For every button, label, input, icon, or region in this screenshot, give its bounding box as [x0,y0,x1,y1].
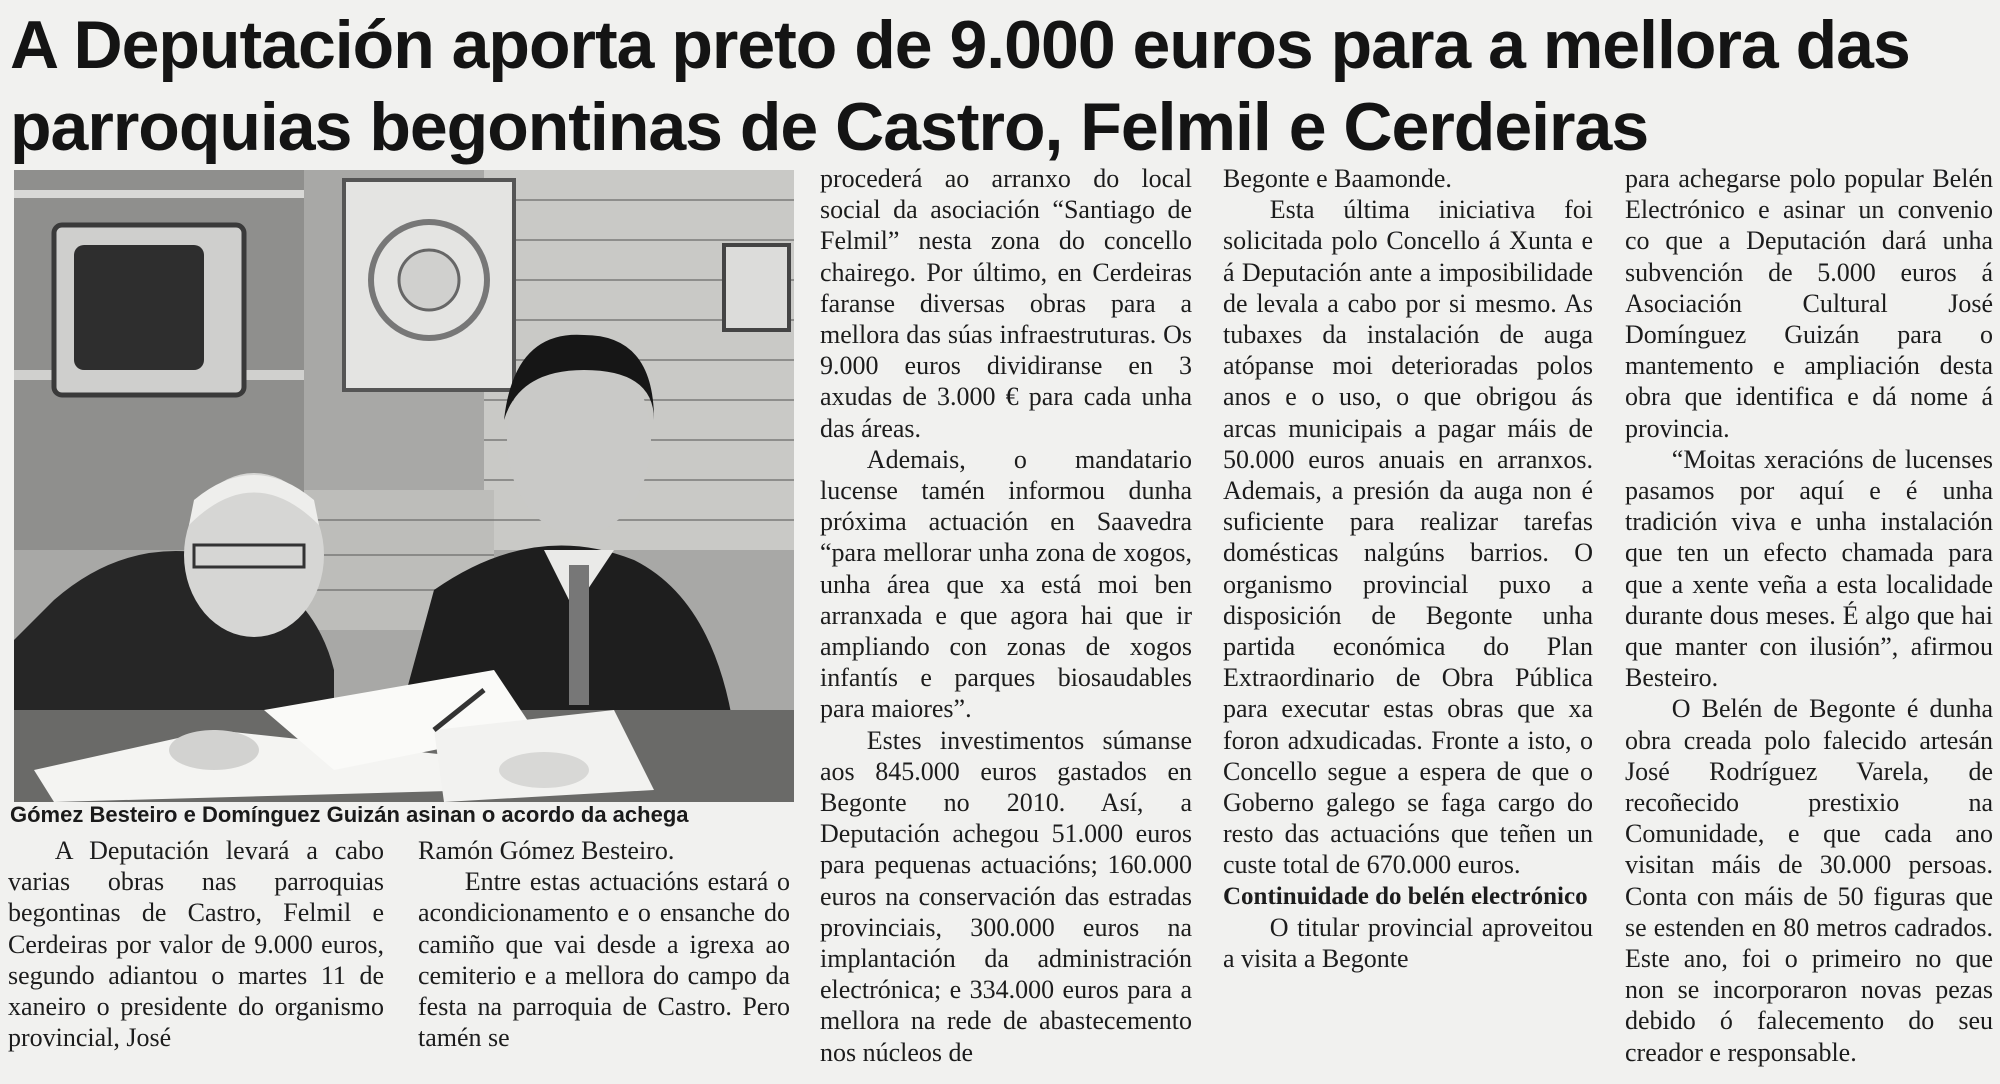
column-4 [1223,163,1593,974]
column-2-paragraph-1: Ramón Gómez Besteiro. [418,836,675,865]
column-3-paragraph-3: Estes investimentos súmanse aos 845.000 euros gastados en Begonte no 2010. Así, a Deputación achegou 51.000 euros para pequenas actuacións; 160.000 euros na conservación das estradas provinciais, 300.000 euros na implantación da administración electrónica; e 334.000 euros para a mellora na rede de abastecemento nos núcleos de [820,725,1192,1067]
column-5 [1625,163,1993,1068]
column-4-paragraph-2: Esta última iniciativa foi solicitada polo Concello á Xunta e á Deputación ante a imposibilidade de levala a cabo por si mesmo. As tubaxes da instalación de auga atópanse moi deterioradas polos anos e o uso, o que obrigou ás arcas municipais a pagar máis de 50.000 euros anuais en arranxos. Ademais, a presión da auga non é suficiente para realizar tarefas domésticas nalgúns barrios. O organismo provincial puxo a disposición de Begonte unha partida económica do Plan Extraordinario de Obra Pública para executar estas obras que xa foron adxudicadas. Fronte a isto, o Concello segue a espera de que o Goberno galego se faga cargo do resto das actuacións que teñen un custe total de 670.000 euros. [1223,195,1593,880]
article-photo [14,170,794,802]
column-4-paragraph-3: O titular provincial aproveitou a visita a Begonte [1223,912,1593,973]
article-headline [10,4,1990,168]
column-4-paragraph-1: Begonte e Baamonde. [1223,164,1452,193]
headline-line-1: A Deputación aporta preto de 9.000 euros para a mellora das [10,7,1910,83]
headline-line-2: parroquias begontinas de Castro, Felmil e Cerdeiras [10,89,1649,165]
column-2-paragraph-2: Entre estas actuacións estará o acondicionamento e o ensanche do camiño que vai desde a igrexa ao cemiterio e a mellora do campo da festa na parroquia de Castro. Pero tamén se [418,867,790,1053]
column-5-paragraph-1: para achegarse polo popular Belén Electrónico e asinar un convenio co que a Deputación dará unha subvención de 5.000 euros á Asociación Cultural José Domínguez Guizán para o mantemento e ampliación desta obra que identifica e dá nome á provincia. [1625,164,1993,443]
column-2 [418,835,790,1053]
column-3 [820,163,1192,1068]
section-subheading: Continuidade do belén electrónico [1223,882,1588,910]
column-5-paragraph-2: “Moitas xeracións de lucenses pasamos por aquí e é unha tradición viva e unha instalación que ten un efecto chamada para que a xente veña a esta localidade durante dous meses. É algo que hai que manter con ilusión”, afirmou Besteiro. [1625,444,1993,693]
column-5-paragraph-3: O Belén de Begonte é dunha obra creada polo falecido artesán José Rodríguez Varela, de recoñecido prestixio na Comunidade, e que cada ano visitan máis de 30.000 persoas. Conta con máis de 50 figuras que se estenden en 80 metros cadrados. Este ano, foi o primeiro no que non se incorporaron novas pezas debido ó falecemento do seu creador e responsable. [1625,694,1993,1067]
column-1 [8,835,384,1053]
column-3-paragraph-2: Ademais, o mandatario lucense tamén informou dunha próxima actuación en Saavedra “para mellorar unha zona de xogos, unha área que xa está moi ben arranxada e que agora hai que ir ampliando con zonas de xogos infantís e parques biosaudables para maiores”. [820,444,1192,724]
column-3-paragraph-1: procederá ao arranxo do local social da asociación “Santiago de Felmil” nesta zona do concello chairego. Por último, en Cerdeiras faranse diversas obras para a mellora das súas infraestruturas. Os 9.000 euros dividiranse en 3 axudas de 3.000 € para cada unha das áreas. [820,164,1192,443]
column-1-paragraph-1: A Deputación levará a cabo varias obras nas parroquias begontinas de Castro, Felmil e Cerdeiras por valor de 9.000 euros, segundo adiantou o martes 11 de xaneiro o presidente do organismo provincial, José [8,836,384,1053]
photo-caption: Gómez Besteiro e Domínguez Guizán asinan o acordo da achega [10,802,689,827]
